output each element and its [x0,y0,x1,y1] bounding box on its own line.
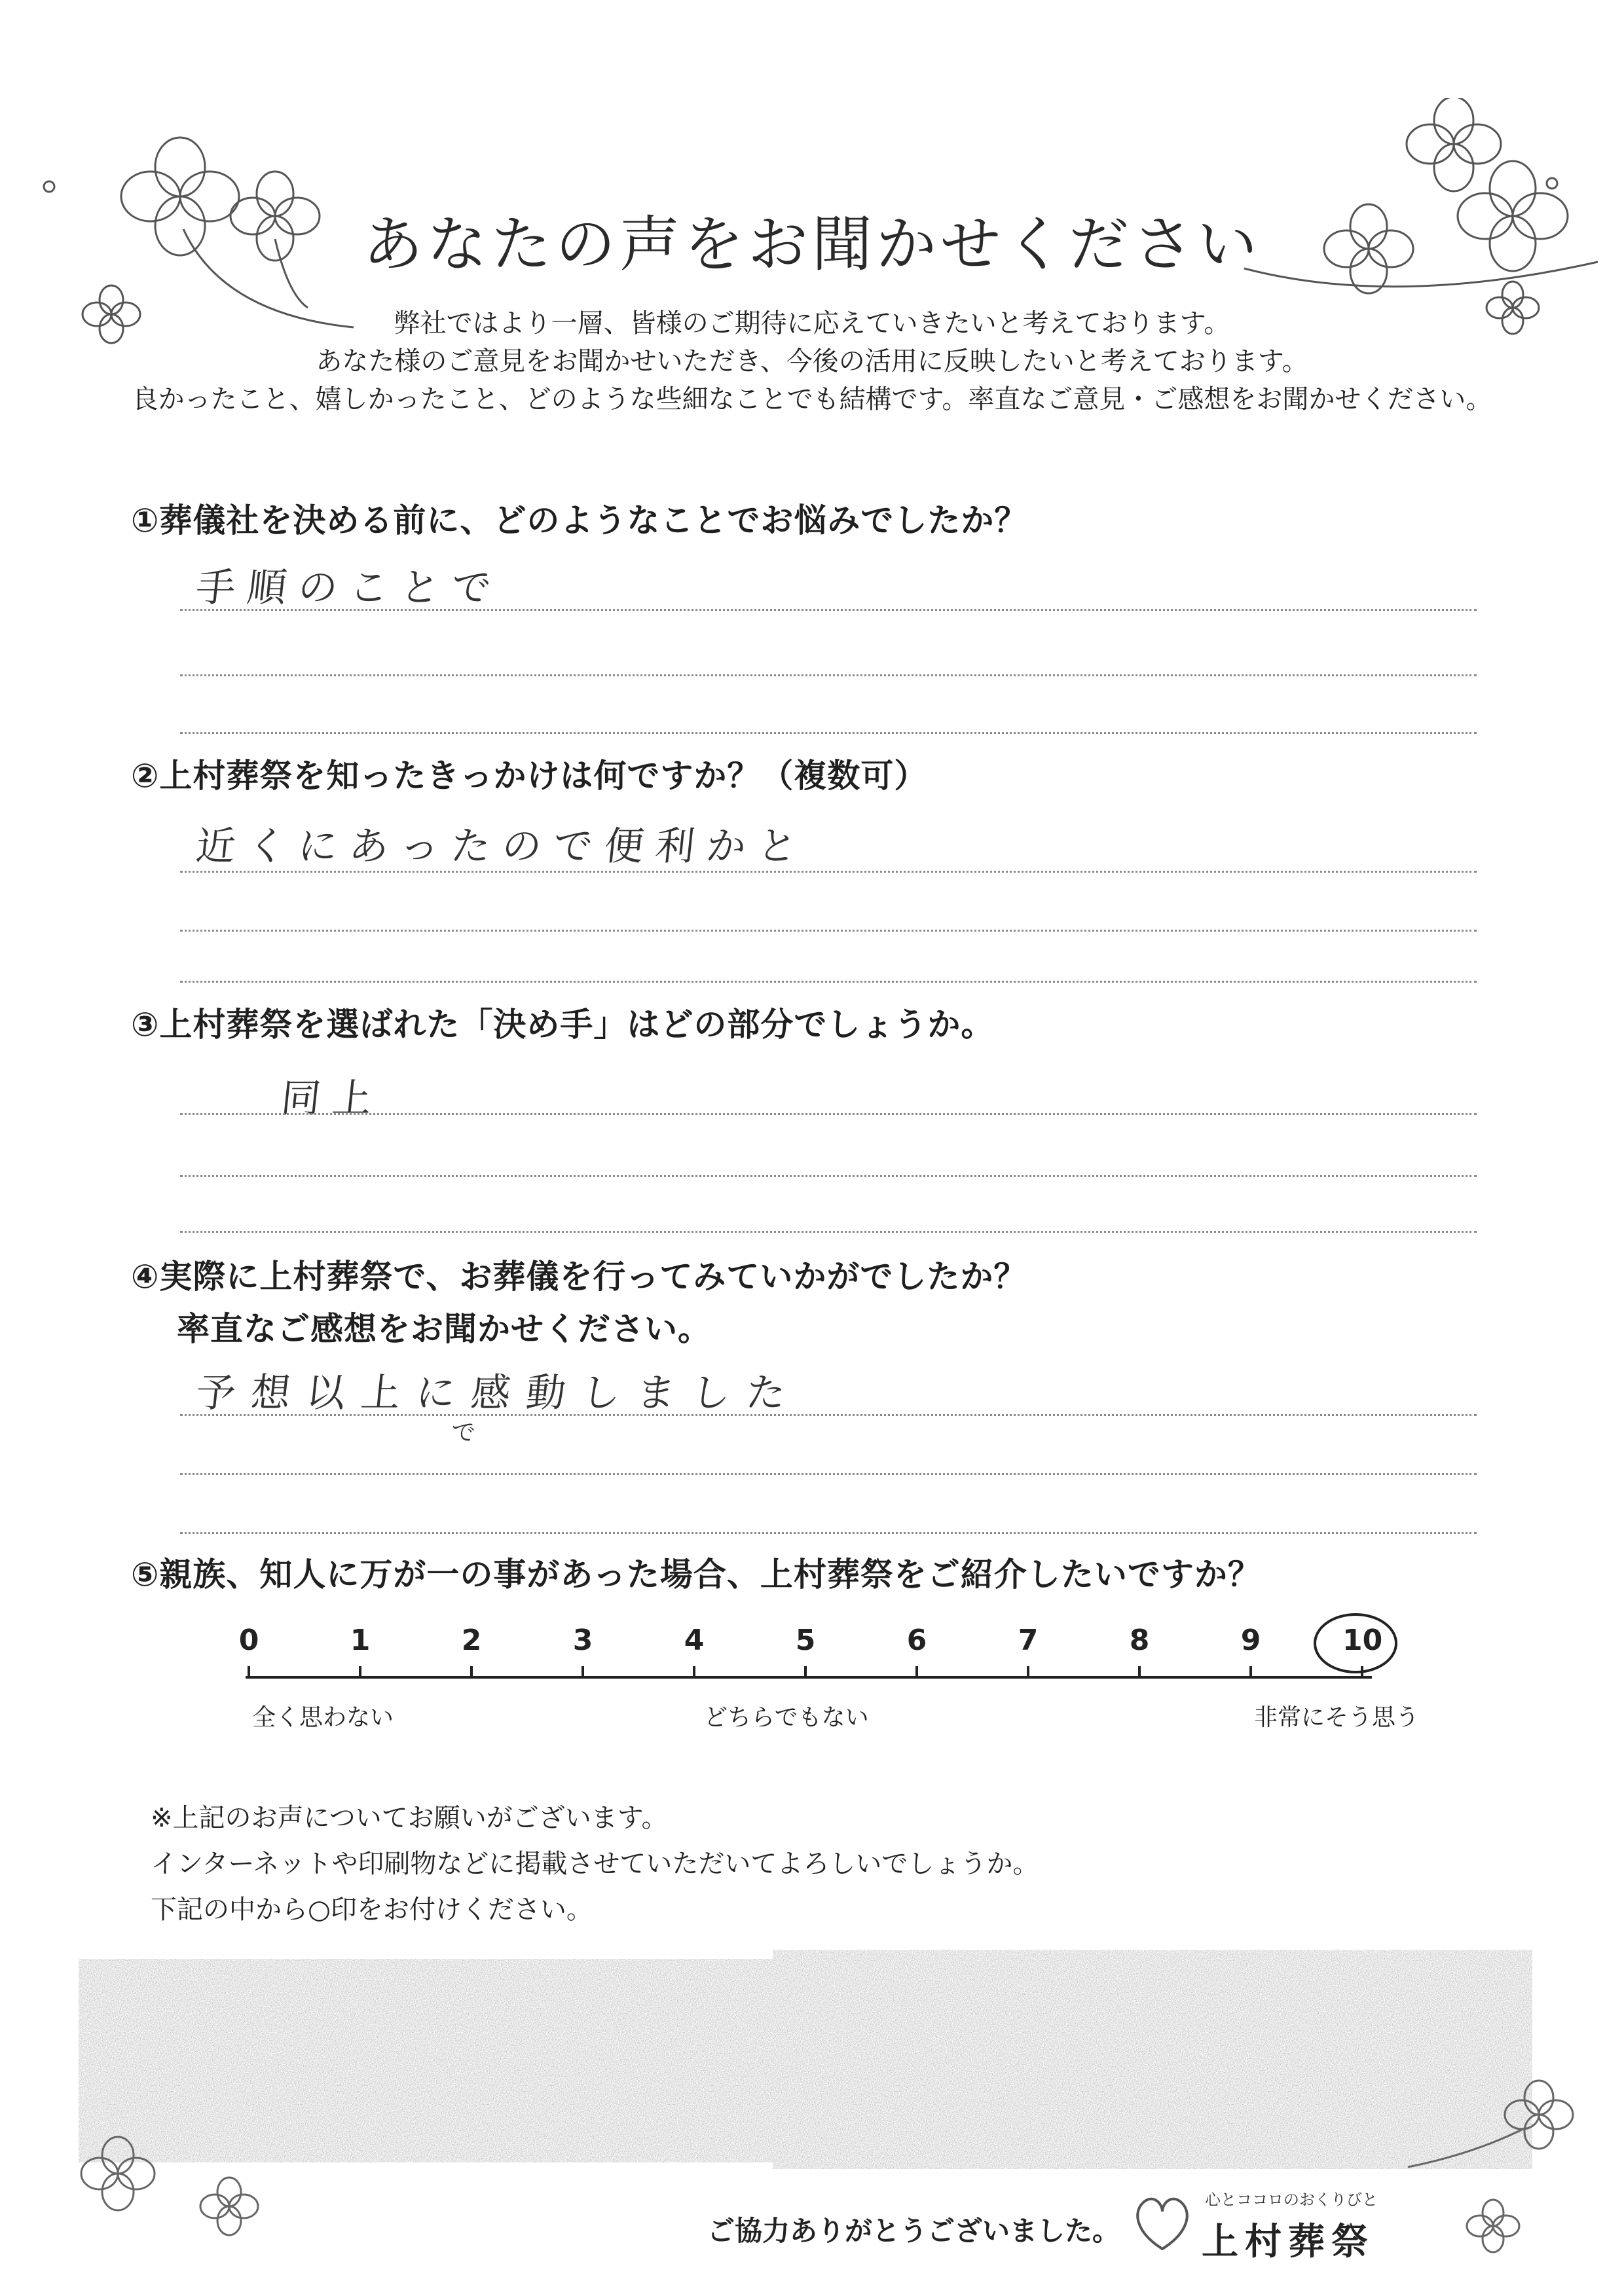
scale-tick-0[interactable]: 0 [238,1624,259,1657]
answer-line [180,1473,1477,1475]
scale-tick-mark [248,1666,250,1678]
question-2-label: ②上村葬祭を知ったきっかけは何ですか？（複数可） [131,757,928,795]
question-1-label: ①葬儀社を決める前に、どのようなことでお悩みでしたか？ [131,501,1028,539]
intro-line-3: 良かったこと、嬉しかったこと、どのような些細なことでも結構です。率直なご意見・ご感想をお聞かせください。 [132,384,1492,414]
answer-line [180,1532,1477,1534]
answer-line [180,732,1477,734]
scale-tick-mark [1027,1666,1029,1678]
scale-tick-2[interactable]: 2 [461,1624,482,1657]
question-4-label: ④実際に上村葬祭で、お葬儀を行ってみていかがでしたか？ [131,1258,1027,1296]
note-line-1: ※上記のお声についてお願いがございます。 [151,1803,668,1833]
scale-tick-10[interactable]: 10 [1342,1624,1383,1657]
answer-line [180,1231,1477,1233]
scale-tick-mark [915,1666,918,1678]
clover-decoration-bottom-right [1395,2056,1611,2272]
answer-line [180,981,1477,983]
answer-line [180,1175,1477,1177]
answer-line [180,1414,1477,1416]
scale-tick-7[interactable]: 7 [1018,1624,1039,1657]
scale-tick-6[interactable]: 6 [906,1624,927,1657]
scale-tick-8[interactable]: 8 [1129,1624,1150,1657]
scale-tick-mark [804,1666,807,1678]
rating-scale-axis [246,1676,1372,1679]
question-2-answer[interactable]: 近くにあったので便利かと [193,824,811,869]
scale-tick-mark [693,1666,695,1678]
question-4-label-line-2: 率直なご感想をお聞かせください。 [177,1310,711,1348]
scale-tick-1[interactable]: 1 [350,1624,371,1657]
intro-line-1: 弊社ではより一層、皆様のご期待に応えていきたいと考えております。 [394,308,1230,338]
question-1-answer[interactable]: 手順のことで [193,565,506,611]
scale-low-label: 全く思わない [252,1704,394,1731]
question-3-answer[interactable]: 同上 [278,1076,386,1121]
question-3-label: ③上村葬祭を選ばれた「決め手」はどの部分でしょうか。 [131,1006,995,1044]
footer-thanks: ご協力ありがとうございました。 [707,2215,1120,2247]
scale-tick-mark [581,1666,584,1678]
scale-tick-mark [1138,1666,1141,1678]
brand-tagline: 心とココロのおくりびと [1205,2191,1378,2209]
scale-tick-9[interactable]: 9 [1240,1624,1261,1657]
selected-rating-circle [1306,1607,1405,1679]
answer-line [180,930,1477,932]
question-5-label: ⑤親族、知人に万が一の事があった場合、上村葬祭をご紹介したいですか？ [131,1556,1261,1594]
page-title: あなたの声をお聞かせください [362,210,1261,280]
brand-name: 上村葬祭 [1202,2221,1375,2263]
note-line-2: インターネットや印刷物などに掲載させていただいてよろしいでしょうか。 [151,1849,1039,1879]
scale-tick-5[interactable]: 5 [795,1624,816,1657]
scale-tick-mark [359,1666,361,1678]
answer-line [180,609,1477,611]
scale-high-label: 非常にそう思う [1254,1704,1420,1731]
scale-tick-4[interactable]: 4 [684,1624,705,1657]
answer-line [180,674,1477,676]
answer-line [180,1113,1477,1115]
intro-line-2: あなた様のご意見をお聞かせいただき、今後の活用に反映したいと考えております。 [316,346,1308,376]
answer-line [180,871,1477,873]
question-4-answer[interactable]: 予想以上に感動しました [193,1370,804,1416]
scale-tick-3[interactable]: 3 [572,1624,593,1657]
scale-tick-mark [470,1666,473,1678]
heart-logo-icon [1130,2187,1195,2259]
note-line-3: 下記の中から○印をお付けください。 [151,1895,593,1925]
scale-tick-mark [1249,1666,1252,1678]
scale-mid-label: どちらでもない [704,1704,869,1731]
clover-decoration-bottom-left [39,2102,314,2285]
question-4-answer-insert: で [452,1419,476,1446]
